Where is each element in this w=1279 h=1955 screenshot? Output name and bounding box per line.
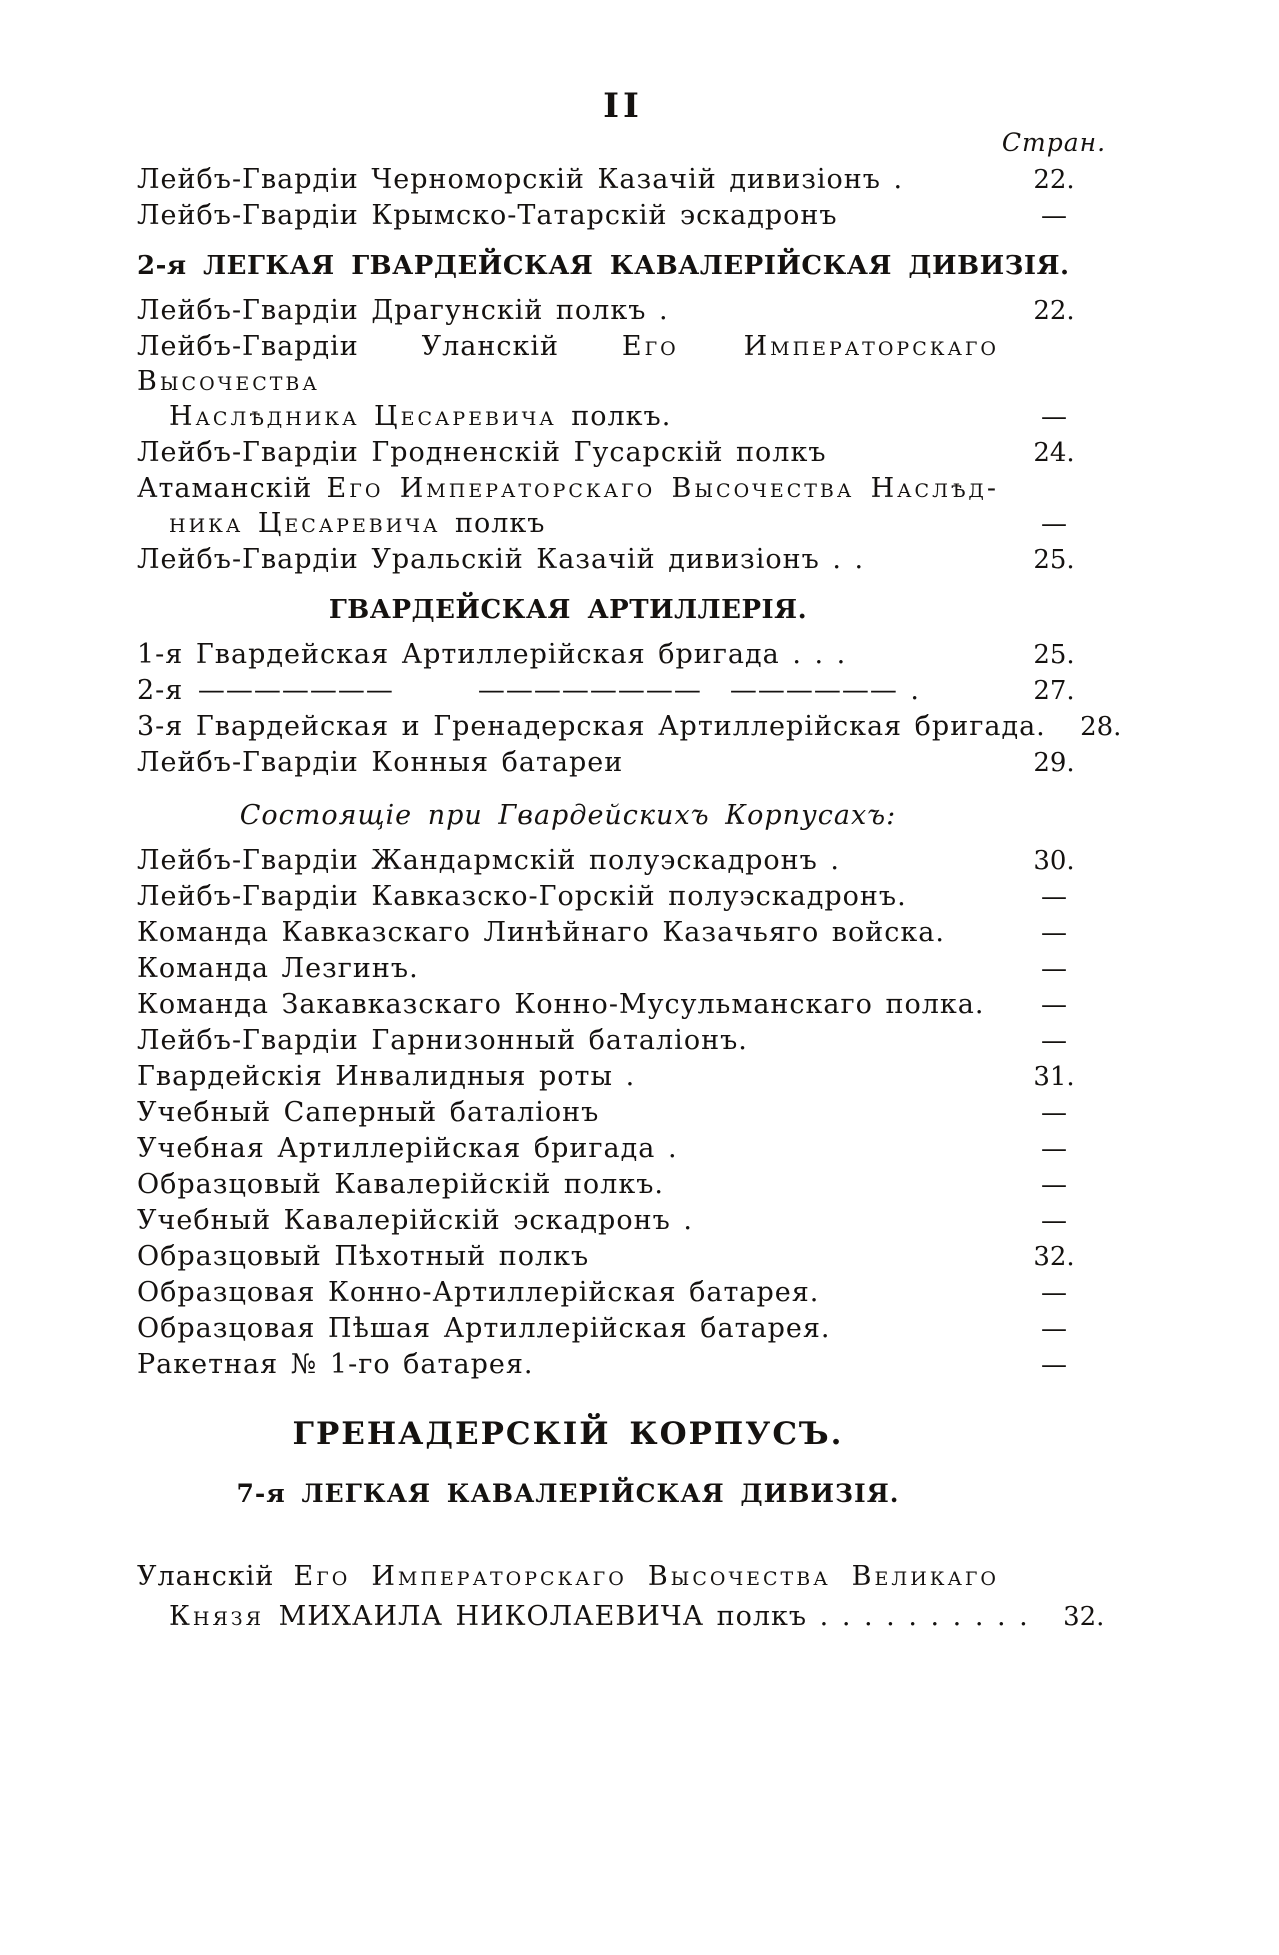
toc-entry xyxy=(137,471,1109,542)
toc-entry xyxy=(137,673,1109,709)
toc-entry-line xyxy=(137,1597,1109,1637)
entry-label-segment: Команда Лезгинъ. xyxy=(137,953,419,984)
entry-label xyxy=(137,1239,999,1274)
toc-entry xyxy=(137,1311,1109,1347)
entry-label xyxy=(137,329,999,399)
entry-label-segment: Команда Кавказскаго Линѣйнаго Казачьяго войска. xyxy=(137,917,945,948)
entry-label-smallcaps-segment: Князя xyxy=(169,1601,279,1632)
page-number: 28. xyxy=(1080,712,1122,742)
toc-entry-line xyxy=(137,637,1109,673)
toc-entry-line xyxy=(137,1095,1109,1131)
entry-label-segment: Лейбъ-Гвардіи Кавказско-Горскій полуэскадронъ. xyxy=(137,881,907,912)
entry-label xyxy=(137,162,999,197)
entry-label xyxy=(137,399,999,434)
entry-label xyxy=(137,1275,999,1310)
entry-label xyxy=(137,673,999,708)
attached-units-heading xyxy=(137,798,1109,833)
heading-label: ГВАРДЕЙСКАЯ АРТИЛЛЕРІЯ. xyxy=(328,595,808,625)
toc-entry xyxy=(137,951,1109,987)
entry-label xyxy=(137,1557,999,1597)
toc-entry-line xyxy=(137,1059,1109,1095)
toc-entry-line xyxy=(137,987,1109,1023)
entry-label xyxy=(137,843,999,878)
entry-label-segment: Лейбъ-Гвардіи Драгунскій полкъ . xyxy=(137,295,669,326)
toc-entry-line xyxy=(137,843,1109,879)
page-number: 22. xyxy=(1033,165,1075,195)
entry-label-segment: Уланскій xyxy=(137,1561,294,1592)
entry-label xyxy=(137,471,999,506)
toc-entry-line xyxy=(137,399,1109,435)
entry-label xyxy=(137,1347,999,1382)
entry-label-segment: Образцовая Пѣшая Артиллерійская батарея. xyxy=(137,1313,831,1344)
entry-label-segment: Лейбъ-Гвардіи Крымско-Татарскій эскадронъ xyxy=(137,200,838,231)
entry-label xyxy=(137,1167,999,1202)
page-dash: — xyxy=(1041,402,1067,432)
entry-label xyxy=(137,542,999,577)
entry-label-segment: полкъ xyxy=(455,508,546,539)
entry-label-segment: Лейбъ-Гвардіи Конныя батареи xyxy=(137,747,624,778)
toc-entry xyxy=(137,1095,1109,1131)
toc-entry-line xyxy=(137,506,1109,542)
entry-label-segment: полкъ . . . . . . . . . . xyxy=(704,1601,1029,1632)
entry-label-segment: Образцовый Пѣхотный полкъ xyxy=(137,1241,590,1272)
table-of-contents xyxy=(137,162,1122,1637)
page-number: 31. xyxy=(1033,1062,1075,1092)
entry-label-segment: Ракетная № 1-го батарея. xyxy=(137,1349,534,1380)
page-dash: — xyxy=(1041,990,1067,1020)
page-dash: — xyxy=(1041,1206,1067,1236)
heading-label: Состоящіе при Гвардейскихъ Корпусахъ: xyxy=(239,800,897,831)
toc-entry xyxy=(137,1203,1109,1239)
heading-label: 7-я ЛЕГКАЯ КАВАЛЕРІЙСКАЯ ДИВИЗІЯ. xyxy=(236,1479,900,1508)
toc-entry xyxy=(137,1059,1109,1095)
page-number: 30. xyxy=(1033,846,1075,876)
toc-entry xyxy=(137,1347,1109,1383)
entry-label-segment: 3-я Гвардейская и Гренадерская Артиллерійская бригада. xyxy=(137,711,1046,742)
entry-label-segment: Команда Закавказскаго Конно-Мусульманскаго полка. xyxy=(137,989,985,1020)
page-dash: — xyxy=(1041,882,1067,912)
toc-entry xyxy=(137,915,1109,951)
toc-entry-line xyxy=(137,329,1109,399)
entry-label xyxy=(137,435,999,470)
entry-label-smallcaps-segment: Его Императорскаго Высочества Великаго xyxy=(293,1561,1000,1592)
entry-label-smallcaps-segment: Его Императорскаго Высочества xyxy=(137,331,1000,397)
division-heading xyxy=(137,593,1109,628)
toc-entry-line xyxy=(137,435,1109,471)
toc-entry-line xyxy=(137,1347,1109,1383)
toc-entry-line xyxy=(137,1557,1109,1597)
toc-entry-line xyxy=(137,709,1122,745)
entry-label xyxy=(137,1095,999,1130)
toc-entry-line xyxy=(137,1239,1109,1275)
entry-label xyxy=(137,709,1046,744)
entry-label xyxy=(137,745,999,780)
toc-entry-line xyxy=(137,673,1109,709)
entry-label-smallcaps-segment: Наслѣдника Цесаревича xyxy=(169,401,572,432)
entry-label-segment: Образцовая Конно-Артиллерійская батарея. xyxy=(137,1277,820,1308)
page-dash: — xyxy=(1041,201,1067,231)
page-number: 24. xyxy=(1033,438,1075,468)
heading-label: ГРЕНАДЕРСКІЙ КОРПУСЪ. xyxy=(292,1416,844,1452)
division-heading xyxy=(137,1476,1109,1511)
entry-label xyxy=(137,987,999,1022)
toc-entry-line xyxy=(137,951,1109,987)
entry-label-segment: МИХАИЛА НИКОЛАЕВИЧА xyxy=(278,1601,705,1632)
heading-label: 2-я ЛЕГКАЯ ГВАРДЕЙСКАЯ КАВАЛЕРІЙСКАЯ ДИВИЗІЯ. xyxy=(137,251,1070,281)
toc-entry xyxy=(137,198,1109,234)
toc-entry-line xyxy=(137,1203,1109,1239)
entry-label-segment: Лейбъ-Гвардіи Гродненскій Гусарскій полкъ xyxy=(137,437,827,468)
toc-entry-line xyxy=(137,745,1109,781)
entry-label-segment: Атаманскій xyxy=(137,473,327,504)
toc-entry xyxy=(137,987,1109,1023)
page-dash: — xyxy=(1041,1134,1067,1164)
toc-entry xyxy=(137,329,1109,435)
entry-label-segment: полкъ. xyxy=(571,401,672,432)
entry-label xyxy=(137,915,999,950)
toc-entry xyxy=(137,435,1109,471)
toc-entry xyxy=(137,1557,1109,1637)
toc-entry-line xyxy=(137,471,1109,506)
toc-entry xyxy=(137,1167,1109,1203)
entry-label-segment: Гвардейскія Инвалидныя роты . xyxy=(137,1061,636,1092)
toc-entry-line xyxy=(137,1275,1109,1311)
toc-entry xyxy=(137,1131,1109,1167)
entry-label xyxy=(137,198,999,233)
toc-entry xyxy=(137,1275,1109,1311)
toc-entry xyxy=(137,1239,1109,1275)
entry-label xyxy=(137,506,999,541)
entry-label-segment: Лейбъ-Гвардіи Уланскій xyxy=(137,331,622,362)
page-dash: — xyxy=(1041,1026,1067,1056)
page-dash: — xyxy=(1041,509,1067,539)
entry-label xyxy=(137,951,999,986)
toc-entry-line xyxy=(137,915,1109,951)
column-header-row xyxy=(137,128,1109,158)
corps-heading xyxy=(137,1417,1109,1452)
entry-label-segment: Учебная Артиллерійская бригада . xyxy=(137,1133,678,1164)
entry-label xyxy=(137,1059,999,1094)
division-heading xyxy=(137,249,1109,284)
toc-entry xyxy=(137,709,1122,745)
page-column-header: Стран. xyxy=(1001,128,1107,157)
entry-label-segment: 1-я Гвардейская Артиллерійская бригада . . . xyxy=(137,639,847,670)
toc-entry-line xyxy=(137,198,1109,234)
toc-entry xyxy=(137,745,1109,781)
toc-entry-line xyxy=(137,1311,1109,1347)
page-dash: — xyxy=(1041,1278,1067,1308)
toc-entry-line xyxy=(137,1167,1109,1203)
page-number-heading: II xyxy=(603,86,643,126)
page-dash: — xyxy=(1041,1314,1067,1344)
page-number: 25. xyxy=(1033,545,1075,575)
toc-entry-line xyxy=(137,162,1109,198)
entry-label xyxy=(137,293,999,328)
page-number: 29. xyxy=(1033,748,1075,778)
entry-label-segment: Учебный Кавалерійскій эскадронъ . xyxy=(137,1205,693,1236)
toc-entry xyxy=(137,542,1109,578)
page-number: 32. xyxy=(1033,1242,1075,1272)
page-dash: — xyxy=(1041,1098,1067,1128)
toc-entry xyxy=(137,879,1109,915)
toc-entry xyxy=(137,162,1109,198)
toc-entry-line xyxy=(137,1023,1109,1059)
toc-entry-line xyxy=(137,1131,1109,1167)
page-dash: — xyxy=(1041,1350,1067,1380)
entry-label-segment: Лейбъ-Гвардіи Черноморскій Казачій дивизіонъ . xyxy=(137,164,904,195)
entry-label xyxy=(137,1597,1029,1637)
toc-entry-line xyxy=(137,293,1109,329)
column-header-spacer xyxy=(137,128,999,158)
toc-entry xyxy=(137,1023,1109,1059)
page-dash: — xyxy=(1041,954,1067,984)
entry-label-segment: Учебный Саперный баталіонъ xyxy=(137,1097,600,1128)
entry-label xyxy=(137,879,999,914)
entry-label-smallcaps-segment: ника Цесаревича xyxy=(169,508,456,539)
entry-label xyxy=(137,637,999,672)
entry-label-smallcaps-segment: Его Императорскаго Высочества Наслѣд- xyxy=(326,473,999,504)
toc-entry xyxy=(137,293,1109,329)
page-number: 32. xyxy=(1063,1602,1105,1632)
entry-label-segment: 2-я ——————— ———————— —————— . xyxy=(137,675,920,706)
page-dash: — xyxy=(1041,918,1067,948)
page-dash: — xyxy=(1041,1170,1067,1200)
page-number: 22. xyxy=(1033,296,1075,326)
entry-label xyxy=(137,1131,999,1166)
entry-label-segment: Образцовый Кавалерійскій полкъ. xyxy=(137,1169,664,1200)
toc-entry xyxy=(137,843,1109,879)
entry-label-segment: Лейбъ-Гвардіи Гарнизонный баталіонъ. xyxy=(137,1025,748,1056)
entry-label-segment: Лейбъ-Гвардіи Уральскій Казачій дивизіонъ . . xyxy=(137,544,865,575)
page-number: 25. xyxy=(1033,640,1075,670)
entry-label xyxy=(137,1203,999,1238)
entry-label xyxy=(137,1023,999,1058)
entry-label xyxy=(137,1311,999,1346)
toc-entry xyxy=(137,637,1109,673)
page-number: 27. xyxy=(1033,676,1075,706)
entry-label-segment: Лейбъ-Гвардіи Жандармскій полуэскадронъ . xyxy=(137,845,841,876)
toc-entry-line xyxy=(137,879,1109,915)
toc-entry-line xyxy=(137,542,1109,578)
